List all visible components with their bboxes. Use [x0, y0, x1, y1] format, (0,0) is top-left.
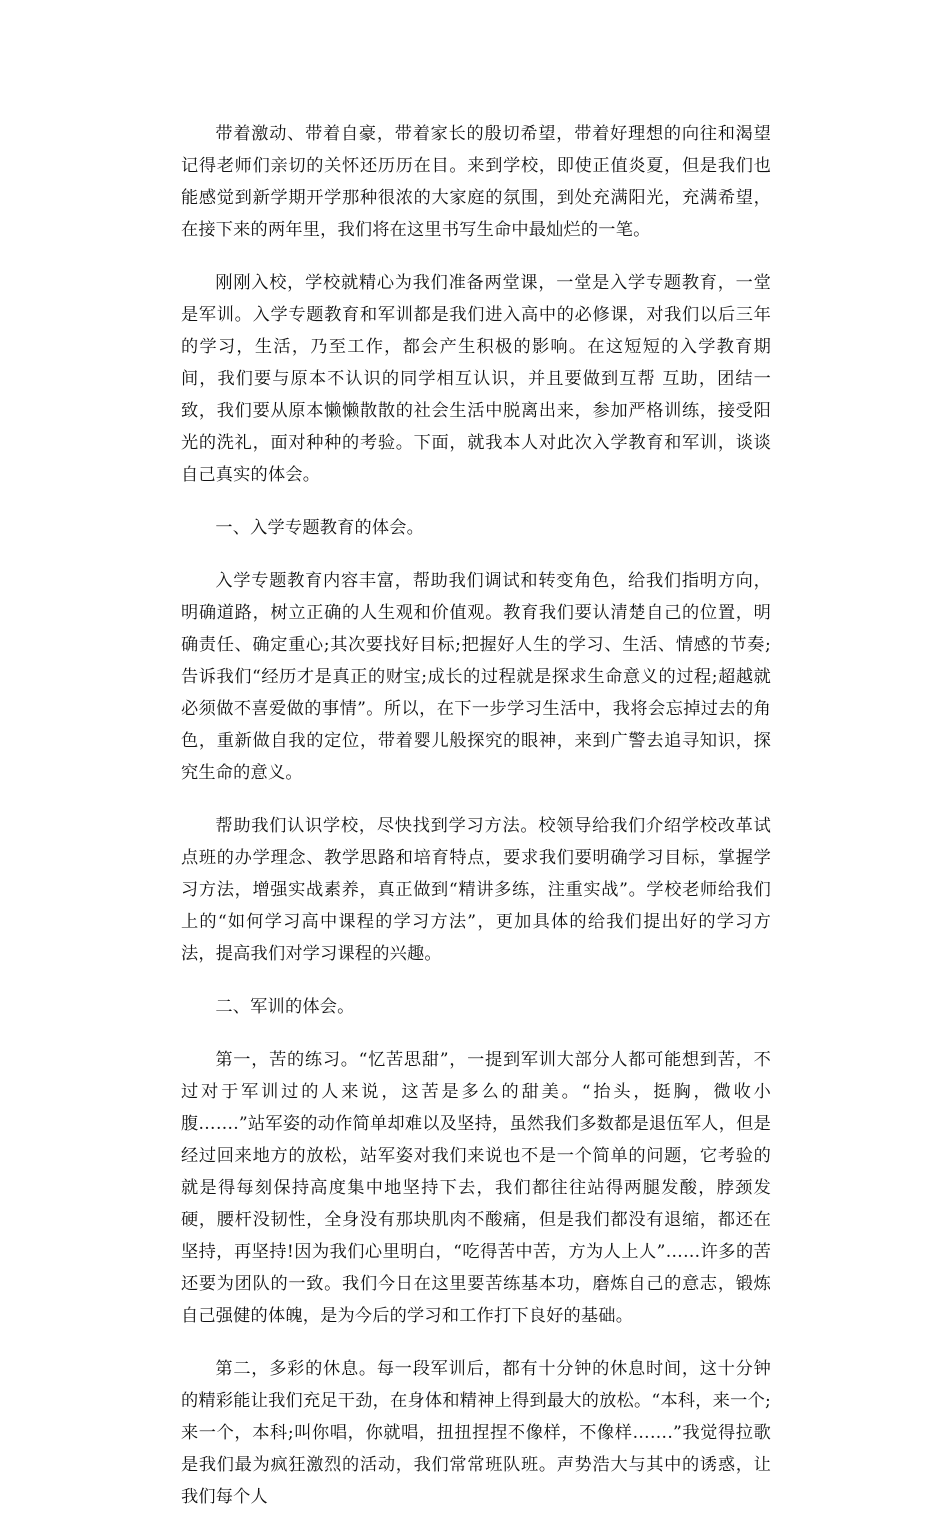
- paragraph-learning-methods: 帮助我们认识学校，尽快找到学习方法。校领导给我们介绍学校改革试点班的办学理念、教学思路和培育特点，要求我们要明确学习目标，掌握学习方法，增强实战素养，真正做到“精讲多练，注重实战”。学校老师给我们上的“如何学习高中课程的学习方法”，更加具体的给我们提出好的学习方法，提高我们对学习课程的兴趣。: [181, 816, 771, 964]
- paragraph-colorful-rest: 第二，多彩的休息。每一段军训后，都有十分钟的休息时间，这十分钟的精彩能让我们充足干劲，在身体和精神上得到最大的放松。“本科，来一个;来一个，本科;叫你唱，你就唱，扭扭捏捏不像样，不像样…….”我觉得拉歌是我们最为疯狂激烈的活动，我们常常班队班。声势浩大与其中的诱惑，让我们每个人: [181, 1359, 771, 1507]
- paragraph-intro: 带着激动、带着自豪，带着家长的殷切希望，带着好理想的向往和渴望记得老师们亲切的关怀还历历在目。来到学校，即使正值炎夏，但是我们也能感觉到新学期开学那种很浓的大家庭的氛围，到处充满阳光，充满希望，在接下来的两年里，我们将在这里书写生命中最灿烂的一笔。: [181, 124, 771, 240]
- section-heading-education: 一、入学专题教育的体会。: [215, 518, 425, 538]
- document-body: [181, 118, 771, 1534]
- paragraph-hard-practice: 第一，苦的练习。“忆苦思甜”，一提到军训大部分人都可能想到苦，不过对于军训过的人来说，这苦是多么的甜美。“抬头，挺胸，微收小腹…….”站军姿的动作简单却难以及坚持，虽然我们多数都是退伍军人，但是经过回来地方的放松，站军姿对我们来说也不是一个简单的问题，它考验的就是得每刻保持高度集中地坚持下去，我们都往往站得两腿发酸，脖颈发硬，腰杆没韧性，全身没有那块肌肉不酸痛，但是我们都没有退缩，都还在坚持，再坚持!因为我们心里明白，“吃得苦中苦，方为人上人”……许多的苦还要为团队的一致。我们今日在这里要苦练基本功，磨炼自己的意志，锻炼自己强健的体魄，是为今后的学习和工作打下良好的基础。: [181, 1050, 771, 1326]
- paragraph-education-content: 入学专题教育内容丰富，帮助我们调试和转变角色，给我们指明方向，明确道路，树立正确的人生观和价值观。教育我们要认清楚自己的位置，明确责任、确定重心;其次要找好目标;把握好人生的学习、生活、情感的节奏;告诉我们“经历才是真正的财宝;成长的过程就是探求生命意义的过程;超越就必须做不喜爱做的事情”。所以，在下一步学习生活中，我将会忘掉过去的角色，重新做自我的定位，带着婴儿般探究的眼神，来到广警去追寻知识，探究生命的意义。: [181, 571, 771, 783]
- section-heading-military-training: 二、军训的体会。: [215, 997, 355, 1017]
- paragraph-enrollment: 刚刚入校，学校就精心为我们准备两堂课，一堂是入学专题教育，一堂是军训。入学专题教育和军训都是我们进入高中的必修课，对我们以后三年的学习，生活，乃至工作，都会产生积极的影响。在这短短的入学教育期间，我们要与原本不认识的同学相互认识，并且要做到互帮 互助，团结一致，我们要从原本懒懒散散的社会生活中脱离出来，参加严格训练，接受阳光的洗礼，面对种种的考验。下面，就我本人对此次入学教育和军训，谈谈自己真实的体会。: [181, 273, 771, 485]
